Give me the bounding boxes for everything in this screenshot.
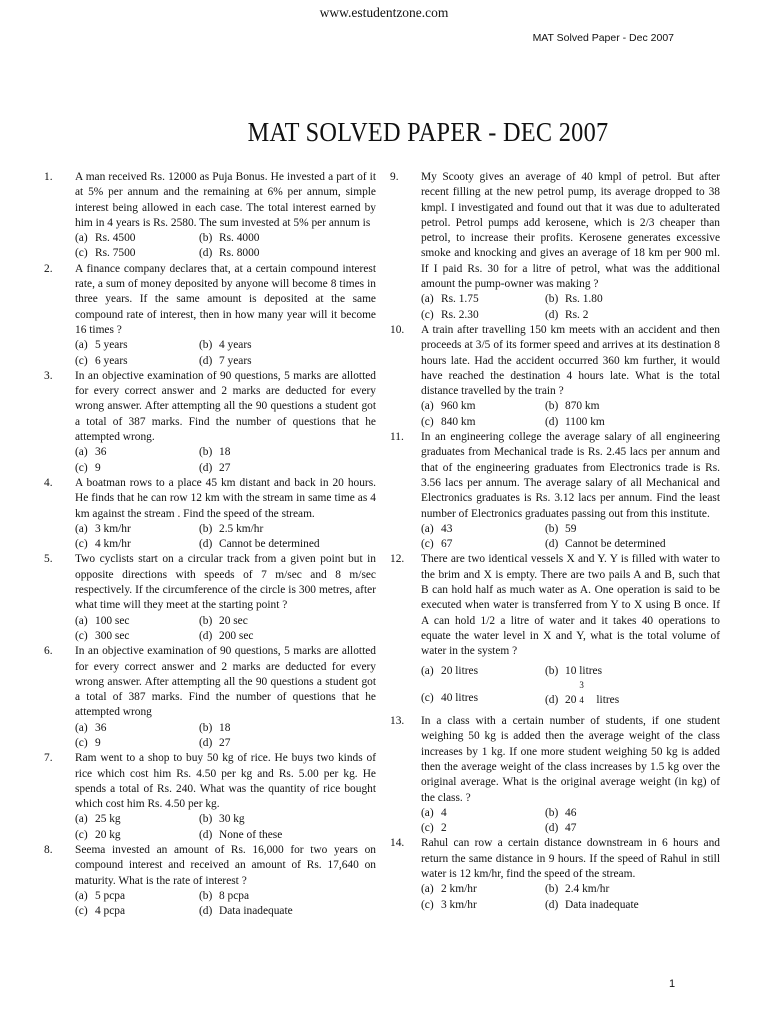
question-number: 12. bbox=[390, 553, 405, 566]
option: (c) 840 km bbox=[421, 415, 476, 428]
option: (d) Rs. 8000 bbox=[199, 247, 260, 260]
option: (c) 40 litres bbox=[421, 691, 479, 704]
question-number: 5. bbox=[44, 553, 53, 566]
option: (c) 300 sec bbox=[75, 629, 130, 642]
option: (d) 1100 km bbox=[545, 415, 605, 428]
option: (b) 870 km bbox=[545, 400, 600, 413]
question-number: 7. bbox=[44, 752, 53, 765]
options bbox=[75, 721, 376, 752]
question-text: A train after travelling 150 km meets with an accident and then proceeds at 3/5 of its former speed and arrives at its destination 8 hours late. Had the accident occurred 360 km further, it would have reached the destination 4 hours late. What is the total distance travelled by the train ? bbox=[421, 323, 720, 398]
option: (c) 4 km/hr bbox=[75, 538, 131, 551]
option: (a) 43 bbox=[421, 522, 453, 535]
question-14 bbox=[390, 836, 720, 912]
question-7 bbox=[44, 751, 376, 843]
option: (d) Data inadequate bbox=[199, 905, 293, 918]
option: (a) Rs. 1.75 bbox=[421, 293, 479, 306]
question-6 bbox=[44, 644, 376, 751]
page-number: 1 bbox=[669, 978, 676, 990]
site-url: www.estudentzone.com bbox=[319, 5, 449, 20]
options bbox=[75, 812, 376, 843]
options bbox=[421, 292, 720, 323]
options bbox=[75, 445, 376, 476]
option: (d) None of these bbox=[199, 828, 283, 841]
option: (a) 5 pcpa bbox=[75, 889, 126, 902]
question-1 bbox=[44, 170, 376, 262]
question-text: Ram went to a shop to buy 50 kg of rice. He buys two kinds of rice which cost him Rs. 4.50 per kg and Rs. 5.00 per kg. He spends a total of Rs. 240. What was the quantity of rice bought which cost him Rs. 4.50 per kg. bbox=[75, 752, 376, 811]
question-text: In an objective examination of 90 questions, 5 marks are allotted for every correct answer and 2 marks are deducted for every wrong answer. After attempting all the 90 questions a student got a total of 387 marks. Find the number of questions that he attempted wrong. bbox=[75, 369, 376, 444]
option: (b) 30 kg bbox=[199, 813, 245, 826]
option: (c) 67 bbox=[421, 538, 453, 551]
option: (c) 9 bbox=[75, 736, 101, 749]
option: (c) 2 bbox=[421, 822, 447, 835]
fraction: 3 4 bbox=[579, 679, 584, 705]
question-2 bbox=[44, 262, 376, 369]
option: (d) Cannot be determined bbox=[199, 538, 320, 551]
question-text: A boatman rows to a place 45 km distant and back in 20 hours. He finds that he can row 12 km with the stream in same time as 4 km against the stream . Find the speed of the stream. bbox=[75, 476, 376, 520]
option: (a) 5 years bbox=[75, 339, 128, 352]
page-title: MAT SOLVED PAPER - DEC 2007 bbox=[247, 117, 609, 147]
question-text: There are two identical vessels X and Y. Y is filled with water to the brim and X is empty. There are two pails A and B, such that B can hold half as much water as A. One operation is said to be executed when water is transferred from Y to X using B once. If A can hold 1/2 a litre of water and it takes 40 operations to equate the water level in X and Y, what is the total volume of water in the system ? bbox=[421, 553, 720, 658]
option: (d) Data inadequate bbox=[545, 898, 639, 911]
option: (a) 960 km bbox=[421, 400, 476, 413]
right-column bbox=[390, 170, 720, 913]
question-text: A man received Rs. 12000 as Puja Bonus. He invested a part of it at 5% per annum and the remaining at 6% per annum, simple interest being allowed in each case. The total interest earned by him in 4 years is Rs. 2580. The sum invested at 5% per annum is bbox=[75, 171, 376, 229]
option: (d) 200 sec bbox=[199, 629, 254, 642]
option: (b) 18 bbox=[199, 721, 231, 734]
option: (b) 2.5 km/hr bbox=[199, 522, 264, 535]
question-text: In a class with a certain number of students, if one student weighing 50 kg is added then the average weight of the class increases by 1 kg. If one more student weighing 50 kg is added then the average weight of the class increases by 1.5 kg over the original average. What is the original average weight (in kg) of the class. ? bbox=[421, 715, 720, 804]
option: (a) 3 km/hr bbox=[75, 522, 131, 535]
option: (b) 20 sec bbox=[199, 614, 248, 627]
option: (c) 9 bbox=[75, 461, 101, 474]
option: (a) 20 litres bbox=[421, 664, 479, 677]
option: (a) 4 bbox=[421, 806, 447, 819]
option: (c) 3 km/hr bbox=[421, 898, 477, 911]
option: (b) 10 litres bbox=[545, 664, 603, 677]
question-4 bbox=[44, 476, 376, 552]
question-5 bbox=[44, 552, 376, 644]
option: (d) 47 bbox=[545, 822, 577, 835]
option: (c) Rs. 7500 bbox=[75, 247, 136, 260]
option: (b) 8 pcpa bbox=[199, 889, 250, 902]
options bbox=[421, 399, 720, 430]
option: (b) 59 bbox=[545, 522, 577, 535]
question-13 bbox=[390, 714, 720, 836]
option: (a) 36 bbox=[75, 721, 107, 734]
question-12 bbox=[390, 552, 720, 708]
option: (a) 36 bbox=[75, 446, 107, 459]
question-10 bbox=[390, 323, 720, 430]
option: (c) Rs. 2.30 bbox=[421, 308, 479, 321]
question-number: 11. bbox=[390, 431, 404, 444]
question-8 bbox=[44, 843, 376, 919]
question-text: In an engineering college the average salary of all engineering graduates from Mechanical trade is Rs. 2.45 lacs per annum and that of the engineering graduates from Electronics trade is Rs. 3.56 lacs per annum. The average salary of all Mechanical and Electronics graduates is Rs. 3.12 lacs per annum. Find the least number of Electronics graduates passing out from this institute. bbox=[421, 431, 720, 520]
option: (d) 20 3 4 litres bbox=[545, 679, 620, 706]
question-number: 3. bbox=[44, 369, 53, 382]
question-text: In an objective examination of 90 questions, 5 marks are allotted for every correct answer and 2 marks are deducted for every wrong answer. After attempting all the 90 questions a student got a total of 387 marks. Find the number of questions that he attempted wrong bbox=[75, 645, 376, 719]
question-text: Seema invested an amount of Rs. 16,000 for two years on compound interest and received an amount of Rs. 17,640 on maturity. What is the rate of interest ? bbox=[75, 844, 376, 887]
option: (d) Rs. 2 bbox=[545, 308, 589, 321]
question-number: 2. bbox=[44, 262, 53, 275]
question-number: 14. bbox=[390, 837, 405, 850]
question-text: A finance company declares that, at a certain compound interest rate, a sum of money deposited by anyone will become 8 times in three years. If the same amount is deposited at the same compound rate of interest, then in how many year will it become 16 times ? bbox=[75, 262, 376, 336]
options bbox=[75, 522, 376, 553]
option: (c) 4 pcpa bbox=[75, 905, 126, 918]
question-number: 9. bbox=[390, 171, 399, 183]
question-number: 4. bbox=[44, 476, 53, 489]
option: (a) 2 km/hr bbox=[421, 883, 477, 896]
option: (a) Rs. 4500 bbox=[75, 232, 136, 245]
question-number: 6. bbox=[44, 645, 53, 658]
options bbox=[75, 614, 376, 645]
option: (d) 7 years bbox=[199, 354, 252, 367]
option: (d) 27 bbox=[199, 736, 231, 749]
document-label: MAT Solved Paper - Dec 2007 bbox=[532, 32, 674, 44]
question-number: 1. bbox=[44, 171, 53, 183]
left-column bbox=[44, 170, 376, 920]
options bbox=[421, 806, 720, 837]
option: (b) Rs. 1.80 bbox=[545, 293, 603, 306]
options bbox=[421, 664, 720, 709]
option: (c) 6 years bbox=[75, 354, 128, 367]
question-number: 8. bbox=[44, 844, 53, 857]
option: (d) 27 bbox=[199, 461, 231, 474]
question-text: Two cyclists start on a circular track from a given point but in opposite directions with speeds of 7 m/sec and 8 m/sec respectively. If the circumference of the circle is 300 metres, after what time will they meet at the starting point ? bbox=[75, 553, 376, 612]
options bbox=[75, 338, 376, 369]
options bbox=[421, 522, 720, 553]
option: (c) 20 kg bbox=[75, 828, 121, 841]
question-9 bbox=[390, 170, 720, 323]
options bbox=[75, 231, 376, 262]
option: (b) 18 bbox=[199, 446, 231, 459]
option: (b) Rs. 4000 bbox=[199, 232, 260, 245]
question-number: 13. bbox=[390, 715, 405, 728]
question-number: 10. bbox=[390, 323, 405, 336]
options bbox=[421, 882, 720, 913]
option: (a) 25 kg bbox=[75, 813, 121, 826]
question-text: Rahul can row a certain distance downstream in 6 hours and return the same distance in 9 hours. If the speed of Rahul in still water is 12 km/hr, find the speed of the stream. bbox=[421, 837, 720, 881]
question-3 bbox=[44, 369, 376, 476]
options bbox=[75, 889, 376, 920]
option: (b) 4 years bbox=[199, 339, 252, 352]
option: (a) 100 sec bbox=[75, 614, 130, 627]
question-11 bbox=[390, 430, 720, 552]
question-text: My Scooty gives an average of 40 kmpl of petrol. But after recent filling at the new petrol pump, its average dropped to 38 kmpl. I investigated and found out that it was due to adulterated petrol. Petrol pumps add kerosene, which is 2/3 cheaper than petrol, to increase their profits. Kerosene generates excessive smoke and knocking and gives an average of 18 km per 900 ml. If I paid Rs. 30 for a litre of petrol, what was the additional amount the pump-owner was making ? bbox=[421, 171, 720, 291]
option: (b) 46 bbox=[545, 806, 577, 819]
option: (d) Cannot be determined bbox=[545, 538, 666, 551]
option: (b) 2.4 km/hr bbox=[545, 883, 610, 896]
